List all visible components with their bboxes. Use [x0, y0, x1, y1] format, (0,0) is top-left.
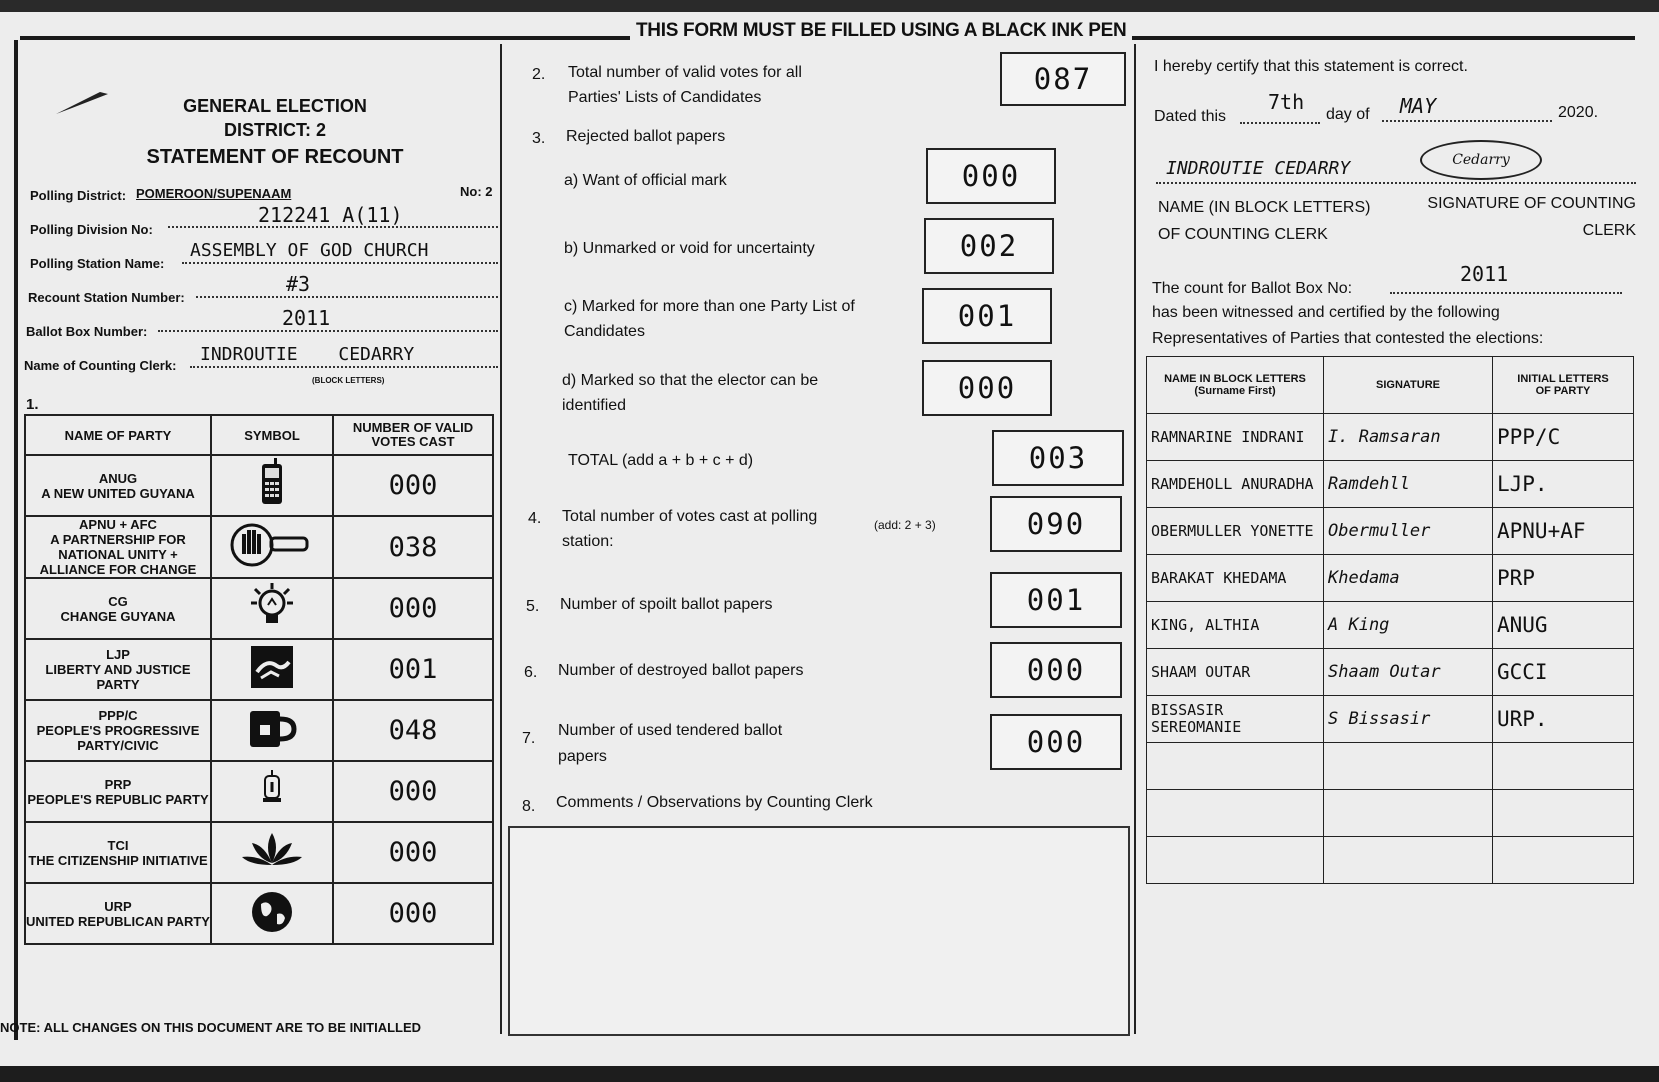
form-banner: THIS FORM MUST BE FILLED USING A BLACK INK PEN [630, 20, 1132, 42]
rep-row [1147, 837, 1634, 884]
rep-party[interactable]: GCCI [1493, 649, 1634, 696]
party-full-name: CHANGE GUYANA [60, 608, 176, 624]
rep-row [1147, 414, 1634, 461]
rep-name[interactable]: OBERMULLER YONETTE [1147, 508, 1324, 555]
witness-line-1: has been witnessed and certified by the following [1152, 304, 1500, 321]
rep-signature[interactable]: A King [1324, 602, 1493, 649]
rejected-b-box[interactable]: 002 [924, 218, 1054, 274]
party-row [25, 455, 493, 516]
party-abbr: CG [108, 593, 128, 609]
pen-mark [52, 86, 112, 120]
title-statement: STATEMENT OF RECOUNT [146, 146, 404, 168]
party-row [25, 700, 493, 761]
party-full-name: PEOPLE'S REPUBLIC PARTY [27, 791, 209, 807]
dated-label: Dated this [1154, 108, 1227, 125]
party-row [25, 516, 493, 578]
clerk-signature-caption: SIGNATURE OF COUNTING CLERK [1427, 195, 1636, 239]
rep-row [1147, 649, 1634, 696]
party-full-name: A NEW UNITED GUYANA [41, 485, 195, 501]
party-full-name: LIBERTY AND JUSTICE PARTY [45, 662, 191, 692]
lantern-icon [211, 761, 333, 822]
rep-row [1147, 461, 1634, 508]
day-of-label: day of [1326, 106, 1370, 123]
rejected-a-box[interactable]: 000 [926, 148, 1056, 204]
item-3-label: Rejected ballot papers [566, 128, 726, 145]
party-votes: 000 [388, 898, 438, 929]
party-name-cell [25, 761, 211, 822]
party-abbr: APNU + AFC [79, 517, 157, 532]
title-general-election: GENERAL ELECTION [183, 96, 367, 116]
party-votes-table [24, 414, 494, 945]
rep-row [1147, 508, 1634, 555]
rep-party[interactable]: APNU+AF [1493, 508, 1634, 555]
col-votes: NUMBER OF VALID VOTES CAST [333, 415, 493, 455]
rejected-c-label: c) Marked for more than one Party List of Candidates [564, 298, 855, 340]
rep-name[interactable]: RAMNARINE INDRANI [1147, 414, 1324, 461]
item-4-label: Total number of votes cast at polling station: [562, 508, 818, 550]
item-5-label: Number of spoilt ballot papers [560, 596, 773, 613]
rep-row [1147, 602, 1634, 649]
party-full-name: THE CITIZENSHIP INITIATIVE [28, 852, 208, 868]
rep-party[interactable]: PRP [1493, 555, 1634, 602]
rep-signature[interactable]: Khedama [1324, 555, 1493, 602]
item-2-number: 2. [532, 66, 546, 83]
rep-row [1147, 696, 1634, 743]
party-full-name: A PARTNERSHIP FOR NATIONAL UNITY + ALLIANCE FOR CHANGE [39, 532, 197, 577]
rep-name[interactable] [1147, 837, 1324, 884]
globe-icon [211, 883, 333, 944]
clerk-name-caption: NAME (IN BLOCK LETTERS) OF COUNTING CLERK [1158, 199, 1371, 243]
rep-signature[interactable]: I. Ramsaran [1324, 414, 1493, 461]
recount-station-value: #3 [286, 272, 311, 296]
rejected-total-box[interactable]: 003 [992, 430, 1124, 486]
item-2-label: Total number of valid votes for all Parties' Lists of Candidates [568, 64, 802, 106]
destroyed-box[interactable]: 000 [990, 642, 1122, 698]
party-full-name: PEOPLE'S PROGRESSIVE PARTY/CIVIC [36, 723, 200, 753]
rep-signature[interactable]: S Bissasir [1324, 696, 1493, 743]
representatives-table [1146, 356, 1634, 884]
rejected-c-box[interactable]: 001 [922, 288, 1052, 344]
recount-station-label: Recount Station Number: [28, 290, 185, 305]
rep-row [1147, 790, 1634, 837]
title-district: DISTRICT: 2 [223, 120, 326, 140]
bottom-edge [0, 1066, 1659, 1082]
item-6-number: 6. [524, 664, 538, 681]
party-name-cell [25, 578, 211, 639]
col-party: NAME OF PARTY [25, 415, 211, 455]
party-votes: 000 [388, 593, 438, 624]
rep-name[interactable]: KING, ALTHIA [1147, 602, 1324, 649]
rep-name[interactable]: RAMDEHOLL ANURADHA [1147, 461, 1324, 508]
rejected-total-label: TOTAL (add a + b + c + d) [568, 452, 754, 469]
section-one: 1. [26, 396, 39, 413]
rep-name[interactable] [1147, 743, 1324, 790]
lotus-icon [211, 822, 333, 883]
item-3-number: 3. [532, 130, 546, 147]
clerk-signature: Cedarry [1420, 140, 1542, 180]
rep-name[interactable]: SHAAM OUTAR [1147, 649, 1324, 696]
party-votes-cell[interactable] [333, 455, 493, 516]
rep-signature[interactable]: Obermuller [1324, 508, 1493, 555]
rep-party[interactable] [1493, 743, 1634, 790]
party-row [25, 822, 493, 883]
item-8-number: 8. [522, 798, 536, 815]
party-name-cell [25, 822, 211, 883]
party-votes: 000 [388, 837, 438, 868]
district-no: No: 2 [460, 184, 493, 199]
item-6-label: Number of destroyed ballot papers [558, 662, 804, 679]
party-votes: 038 [388, 531, 438, 563]
count-box-value: 2011 [1460, 262, 1509, 286]
comments-box[interactable] [508, 826, 1130, 1036]
rep-name[interactable] [1147, 790, 1324, 837]
rep-signature[interactable] [1324, 837, 1493, 884]
party-name-cell [25, 516, 211, 578]
top-edge [0, 0, 1659, 12]
party-votes: 048 [388, 715, 438, 746]
hand-key-icon [211, 516, 333, 578]
polling-district-value: POMEROON/SUPENAAM [136, 186, 292, 201]
block-letters-note: (BLOCK LETTERS) [312, 376, 385, 385]
counting-clerk-label: Name of Counting Clerk: [24, 358, 177, 373]
dated-day: 7th [1268, 90, 1305, 114]
lightbulb-icon [211, 578, 333, 639]
party-abbr: ANUG [98, 470, 138, 486]
polling-division-value: 212241 A(11) [258, 203, 403, 227]
valid-votes-box[interactable]: 087 [1000, 52, 1126, 106]
party-votes-cell[interactable] [333, 639, 493, 700]
ballot-box-value: 2011 [282, 306, 331, 330]
rep-party[interactable]: LJP. [1493, 461, 1634, 508]
rep-party[interactable]: URP. [1493, 696, 1634, 743]
party-abbr: LJP [106, 647, 130, 662]
party-abbr: PPP/C [98, 708, 138, 723]
rep-party[interactable] [1493, 837, 1634, 884]
party-abbr: TCI [107, 837, 129, 853]
party-votes: 000 [388, 776, 438, 807]
rep-row [1147, 555, 1634, 602]
certify-text: I hereby certify that this statement is correct. [1154, 58, 1468, 75]
col-rep-party: INITIAL LETTERS OF PARTY [1493, 357, 1634, 414]
party-row [25, 761, 493, 822]
party-name-cell [25, 639, 211, 700]
rep-signature[interactable]: Ramdehll [1324, 461, 1493, 508]
party-full-name: UNITED REPUBLICAN PARTY [26, 913, 210, 929]
rep-signature[interactable] [1324, 743, 1493, 790]
rejected-d-box[interactable]: 000 [922, 360, 1052, 416]
party-row [25, 639, 493, 700]
party-name-cell [25, 700, 211, 761]
column-divider-right [1134, 44, 1136, 1034]
item-7-label: Number of used tendered ballot papers [558, 722, 783, 765]
counting-clerk-value: INDROUTIE CEDARRY [200, 344, 415, 365]
rejected-a-label: a) Want of official mark [564, 172, 727, 189]
rep-name[interactable]: BISSASIR SEREOMANIE [1147, 696, 1324, 743]
party-abbr: PRP [104, 776, 132, 792]
rep-party[interactable]: PPP/C [1493, 414, 1634, 461]
dated-year: 2020. [1558, 104, 1599, 121]
party-votes: 000 [388, 470, 438, 501]
note-initialled: NOTE: ALL CHANGES ON THIS DOCUMENT ARE TO BE INITIALLED [0, 1020, 422, 1035]
party-votes-cell[interactable] [333, 883, 493, 944]
rejected-d-label: d) Marked so that the elector can be identified [562, 372, 819, 414]
rep-signature[interactable] [1324, 790, 1493, 837]
party-abbr: URP [104, 898, 132, 914]
item-4-formula: (add: 2 + 3) [874, 518, 936, 532]
item-7-number: 7. [522, 730, 536, 747]
count-label: The count for Ballot Box No: [1152, 280, 1353, 297]
phone-icon [211, 455, 333, 516]
party-votes-cell[interactable] [333, 578, 493, 639]
votes-cast-box[interactable]: 090 [990, 496, 1122, 552]
col-rep-signature: SIGNATURE [1324, 357, 1493, 414]
tendered-box[interactable]: 000 [990, 714, 1122, 770]
ballot-box-label: Ballot Box Number: [26, 324, 148, 339]
polling-station-label: Polling Station Name: [30, 256, 165, 271]
item-8-label: Comments / Observations by Counting Clerk [556, 794, 873, 811]
dated-month: MAY [1400, 94, 1437, 118]
item-4-number: 4. [528, 510, 542, 527]
polling-station-value: ASSEMBLY OF GOD CHURCH [190, 240, 429, 261]
party-name-cell [25, 455, 211, 516]
rep-party[interactable] [1493, 790, 1634, 837]
party-votes-cell[interactable] [333, 700, 493, 761]
rep-signature[interactable]: Shaam Outar [1324, 649, 1493, 696]
spoilt-box[interactable]: 001 [990, 572, 1122, 628]
party-votes-cell[interactable] [333, 516, 493, 578]
party-name-cell [25, 883, 211, 944]
party-row [25, 578, 493, 639]
polling-division-label: Polling Division No: [30, 222, 153, 237]
rep-name[interactable]: BARAKAT KHEDAMA [1147, 555, 1324, 602]
party-votes-cell[interactable] [333, 822, 493, 883]
party-row [25, 883, 493, 944]
rep-party[interactable]: ANUG [1493, 602, 1634, 649]
cup-icon [211, 700, 333, 761]
clerk-name-block: INDROUTIE CEDARRY [1166, 158, 1351, 179]
col-symbol: SYMBOL [211, 415, 333, 455]
rep-row [1147, 743, 1634, 790]
witness-line-2: Representatives of Parties that contested the elections: [1152, 330, 1544, 347]
polling-district-label: Polling District: [30, 188, 127, 203]
item-5-number: 5. [526, 598, 540, 615]
column-divider-left [500, 44, 502, 1034]
col-rep-name: NAME IN BLOCK LETTERS (Surname First) [1147, 357, 1324, 414]
handshake-icon [211, 639, 333, 700]
rejected-b-label: b) Unmarked or void for uncertainty [564, 240, 815, 257]
party-votes-cell[interactable] [333, 761, 493, 822]
party-votes: 001 [388, 654, 438, 685]
